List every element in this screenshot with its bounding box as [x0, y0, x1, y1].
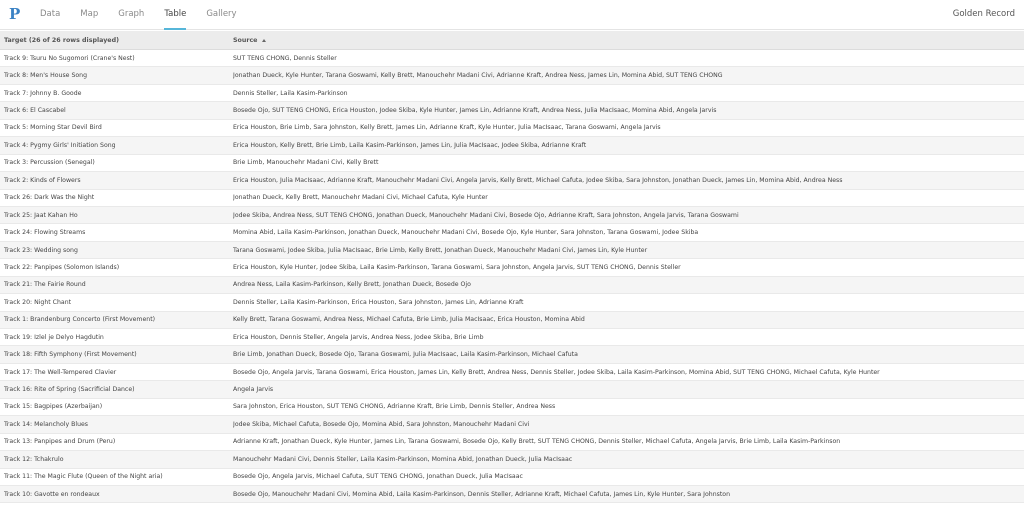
table-row[interactable] [0, 190, 1024, 207]
cell-source: Bosede Ojo, Angela Jarvis, Michael Cafuta, SUT TENG CHONG, Jonathan Dueck, Julia MacIsaac [233, 473, 523, 481]
table-row[interactable] [0, 469, 1024, 486]
cell-target: Track 21: The Fairie Round [4, 281, 86, 289]
cell-target: Track 17: The Well-Tempered Clavier [4, 368, 117, 376]
cell-source: Brie Limb, Jonathan Dueck, Bosede Ojo, Tarana Goswami, Julia MacIsaac, Laila Kasim-Parkinson, Michael Cafuta [233, 351, 578, 359]
table-body [0, 50, 1024, 503]
cell-source: Kelly Brett, Tarana Goswami, Andrea Ness, Michael Cafuta, Brie Limb, Julia MacIsaac, Erica Houston, Momina Abid [233, 316, 585, 324]
table-row[interactable] [0, 120, 1024, 137]
table-row[interactable] [0, 224, 1024, 241]
cell-source: SUT TENG CHONG, Dennis Steller [233, 54, 337, 62]
table-row[interactable] [0, 85, 1024, 102]
cell-target: Track 24: Flowing Streams [4, 229, 86, 237]
column-header-target[interactable]: Target (26 of 26 rows displayed) [4, 36, 119, 44]
table-row[interactable] [0, 294, 1024, 311]
cell-target: Track 20: Night Chant [4, 298, 72, 306]
cell-target: Track 11: The Magic Flute (Queen of the Night aria) [4, 473, 163, 481]
table-row[interactable] [0, 172, 1024, 189]
tab-map[interactable]: Map [80, 9, 99, 19]
cell-source: Erica Houston, Brie Limb, Sara Johnston, Kelly Brett, James Lin, Adrianne Kraft, Kyle Hunter, Julia MacIsaac, Tarana Goswami, Angela Jarvis [233, 124, 661, 132]
cell-target: Track 19: Izlel je Delyo Hagdutin [4, 333, 104, 341]
table-row[interactable] [0, 399, 1024, 416]
cell-source: Bosede Ojo, Angela Jarvis, Tarana Goswami, Erica Houston, James Lin, Kelly Brett, Andrea Ness, Dennis Steller, Jodee Skiba, Laila Kasim-Parkinson, Momina Abid, SUT TENG CHONG, Michael Cafuta, Kyle Hunter [233, 368, 880, 376]
app-logo-icon[interactable]: P [9, 5, 21, 23]
top-navigation-bar [0, 0, 1024, 30]
cell-source: Dennis Steller, Laila Kasim-Parkinson, Erica Houston, Sara Johnston, James Lin, Adrianne Kraft [233, 298, 524, 306]
cell-source: Tarana Goswami, Jodee Skiba, Julia MacIsaac, Brie Limb, Kelly Brett, Jonathan Dueck, Manouchehr Madani Civi, James Lin, Kyle Hunter [233, 246, 648, 254]
cell-source: Andrea Ness, Laila Kasim-Parkinson, Kelly Brett, Jonathan Dueck, Bosede Ojo [233, 281, 471, 289]
column-header-source-label: Source [233, 36, 258, 44]
cell-source: Angela Jarvis [233, 386, 274, 394]
cell-source: Erica Houston, Kyle Hunter, Jodee Skiba, Laila Kasim-Parkinson, Tarana Goswami, Sara Johnston, Angela Jarvis, SUT TENG CHONG, Dennis Steller [233, 263, 681, 271]
cell-target: Track 15: Bagpipes (Azerbaijan) [4, 403, 103, 411]
cell-source: Bosede Ojo, Manouchehr Madani Civi, Momina Abid, Laila Kasim-Parkinson, Dennis Steller, Adrianne Kraft, Michael Cafuta, James Lin, Kyle Hunter, Sara Johnston [233, 490, 730, 498]
table-row[interactable] [0, 329, 1024, 346]
table-row[interactable] [0, 416, 1024, 433]
cell-target: Track 5: Morning Star Devil Bird [4, 124, 102, 132]
cell-target: Track 9: Tsuru No Sugomori (Crane's Nest) [4, 54, 135, 62]
cell-source: Sara Johnston, Erica Houston, SUT TENG CHONG, Adrianne Kraft, Brie Limb, Dennis Steller, Andrea Ness [233, 403, 556, 411]
tab-data[interactable]: Data [40, 9, 61, 19]
cell-target: Track 22: Panpipes (Solomon Islands) [4, 263, 120, 271]
cell-source: Brie Limb, Manouchehr Madani Civi, Kelly Brett [233, 159, 379, 167]
table-row[interactable] [0, 259, 1024, 276]
cell-target: Track 16: Rite of Spring (Sacrificial Dance) [4, 386, 135, 394]
table-row[interactable] [0, 364, 1024, 381]
table-row[interactable] [0, 207, 1024, 224]
table-row[interactable] [0, 451, 1024, 468]
cell-target: Track 23: Wedding song [4, 246, 78, 254]
table-row[interactable] [0, 242, 1024, 259]
cell-target: Track 6: El Cascabel [4, 107, 66, 115]
cell-target: Track 3: Percussion (Senegal) [4, 159, 95, 167]
cell-target: Track 26: Dark Was the Night [4, 194, 95, 202]
table-row[interactable] [0, 346, 1024, 363]
cell-source: Erica Houston, Kelly Brett, Brie Limb, Laila Kasim-Parkinson, James Lin, Julia MacIsaac, Jodee Skiba, Adrianne Kraft [233, 141, 587, 149]
cell-target: Track 18: Fifth Symphony (First Movement) [4, 351, 137, 359]
project-title[interactable]: Golden Record [952, 9, 1015, 19]
table-row[interactable] [0, 155, 1024, 172]
data-table [0, 31, 1024, 511]
view-tabs [40, 0, 257, 30]
cell-source: Manouchehr Madani Civi, Dennis Steller, Laila Kasim-Parkinson, Momina Abid, Jonathan Dueck, Julia MacIsaac [233, 455, 573, 463]
cell-target: Track 2: Kinds of Flowers [4, 176, 81, 184]
tab-gallery[interactable]: Gallery [206, 9, 237, 19]
cell-source: Jonathan Dueck, Kyle Hunter, Tarana Goswami, Kelly Brett, Manouchehr Madani Civi, Adrianne Kraft, Andrea Ness, James Lin, Momina Abid, SUT TENG CHONG [233, 72, 723, 80]
table-row[interactable] [0, 50, 1024, 67]
cell-source: Bosede Ojo, SUT TENG CHONG, Erica Houston, Jodee Skiba, Kyle Hunter, James Lin, Adrianne Kraft, Andrea Ness, Julia MacIsaac, Momina Abid, Angela Jarvis [233, 107, 717, 115]
cell-source: Erica Houston, Dennis Steller, Angela Jarvis, Andrea Ness, Jodee Skiba, Brie Limb [233, 333, 484, 341]
tab-graph[interactable]: Graph [118, 9, 145, 19]
table-row[interactable] [0, 486, 1024, 503]
cell-source: Adrianne Kraft, Jonathan Dueck, Kyle Hunter, James Lin, Tarana Goswami, Bosede Ojo, Kelly Brett, SUT TENG CHONG, Dennis Steller, Michael Cafuta, Angela Jarvis, Brie Limb, Laila Kasim-Parkinson [233, 438, 841, 446]
cell-source: Jodee Skiba, Andrea Ness, SUT TENG CHONG, Jonathan Dueck, Manouchehr Madani Civi, Bosede Ojo, Adrianne Kraft, Sara Johnston, Angela Jarvis, Tarana Goswami [233, 211, 739, 219]
table-row[interactable] [0, 312, 1024, 329]
table-row[interactable] [0, 137, 1024, 154]
table-row[interactable] [0, 277, 1024, 294]
table-row[interactable] [0, 67, 1024, 84]
table-header-row [0, 31, 1024, 50]
cell-source: Jodee Skiba, Michael Cafuta, Bosede Ojo, Momina Abid, Sara Johnston, Manouchehr Madani Civi [233, 420, 530, 428]
cell-target: Track 13: Panpipes and Drum (Peru) [4, 438, 116, 446]
cell-source: Momina Abid, Laila Kasim-Parkinson, Jonathan Dueck, Manouchehr Madani Civi, Bosede Ojo, Kyle Hunter, Sara Johnston, Tarana Goswami, Jodee Skiba [233, 229, 699, 237]
cell-source: Jonathan Dueck, Kelly Brett, Manouchehr Madani Civi, Michael Cafuta, Kyle Hunter [233, 194, 488, 202]
sort-ascending-icon[interactable] [262, 39, 266, 42]
cell-source: Erica Houston, Julia MacIsaac, Adrianne Kraft, Manouchehr Madani Civi, Angela Jarvis, Kelly Brett, Michael Cafuta, Jodee Skiba, Sara Johnston, Jonathan Dueck, James Lin, Momina Abid, Andrea Ness [233, 176, 843, 184]
cell-target: Track 7: Johnny B. Goode [4, 89, 82, 97]
cell-target: Track 12: Tchakrulo [4, 455, 64, 463]
column-header-source[interactable] [233, 37, 266, 44]
cell-target: Track 10: Gavotte en rondeaux [4, 490, 100, 498]
cell-target: Track 14: Melancholy Blues [4, 420, 89, 428]
cell-target: Track 4: Pygmy Girls' Initiation Song [4, 141, 116, 149]
cell-target: Track 1: Brandenburg Concerto (First Movement) [4, 316, 156, 324]
cell-source: Dennis Steller, Laila Kasim-Parkinson [233, 89, 348, 97]
tab-table[interactable]: Table [164, 0, 186, 30]
cell-target: Track 8: Men's House Song [4, 72, 88, 80]
table-row[interactable] [0, 102, 1024, 119]
cell-target: Track 25: Jaat Kahan Ho [4, 211, 78, 219]
table-row[interactable] [0, 434, 1024, 451]
table-row[interactable] [0, 381, 1024, 398]
